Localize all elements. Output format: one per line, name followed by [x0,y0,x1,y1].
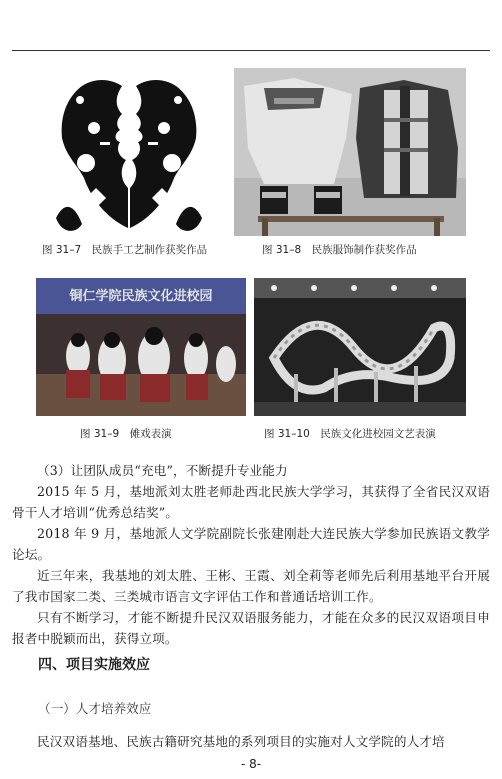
paragraph-3: 近三年来，我基地的刘太胜、王彬、王霞、刘全莉等老师先后利用基地平台开展了我市国家二类、三类城市语言文字评估工作和普通话培训工作。 [12,568,490,604]
photo-dragon-dance [254,278,466,416]
caption-fig-31-10: 图 31–10 民族文化进校园文艺表演 [264,428,436,440]
page-number: - 8- [240,757,262,771]
paragraph-2: 2018 年 9 月，基地派人文学院副院长张建刚赴大连民族大学参加民族语文教学论坛。 [12,526,490,562]
paragraph-1: 2015 年 5 月，基地派刘太胜老师赴西北民族大学学习，其获得了全省民汉双语骨干人才培训“优秀总结奖”。 [12,484,490,520]
subsection-heading: （一）人才培养效应 [38,701,152,716]
chapter-heading: 四、项目实施效应 [38,657,150,673]
stage-banner: 铜仁学院民族文化进校园 [69,289,213,304]
photo-paper-cut [36,68,222,236]
paragraph-4: 只有不断学习，才能不断提升民汉双语服务能力，才能在众多的民汉双语项目申报者中脱颖而出，获得立项。 [12,610,490,646]
section-heading-3: （3）让团队成员“充电”，不断提升专业能力 [37,463,288,478]
header-rule [12,50,490,51]
photo-nuo-opera [36,278,246,416]
photo-costumes [234,68,466,236]
caption-fig-31-7: 图 31–7 民族手工艺制作获奖作品 [42,244,208,256]
caption-fig-31-9: 图 31–9 傩戏表演 [80,428,172,440]
paragraph-5: 民汉双语基地、民族古籍研究基地的系列项目的实施对人文学院的人才培 [37,734,445,749]
caption-fig-31-8: 图 31–8 民族服饰制作获奖作品 [262,244,417,256]
